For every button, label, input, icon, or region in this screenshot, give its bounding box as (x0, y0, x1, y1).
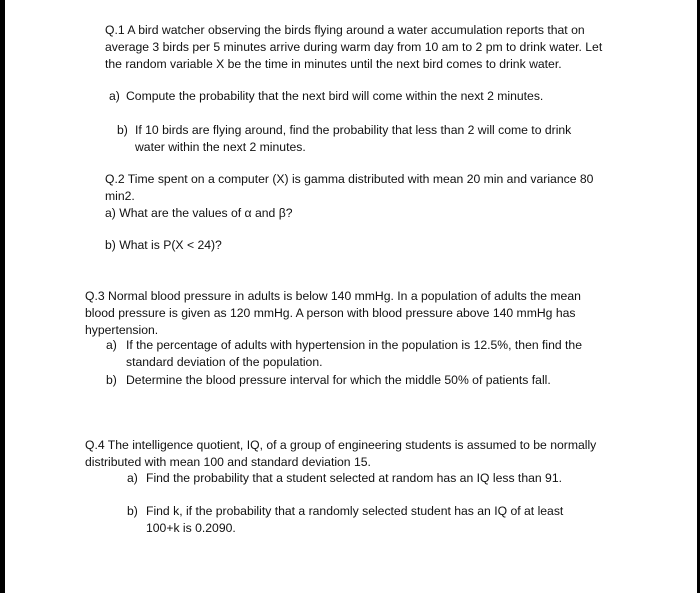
q2-b-text: b) What is P(X < 24)? (105, 238, 222, 252)
q4-part-a (127, 470, 597, 487)
q4-part-b (127, 503, 597, 537)
q3-a-text: If the percentage of adults with hypertension in the population is 12.5%, then find the standard deviation of the population. (126, 338, 582, 369)
q3-b-text: Determine the blood pressure interval for which the middle 50% of patients fall. (126, 373, 551, 387)
q1-part-a (109, 88, 609, 105)
left-page-edge (0, 0, 5, 593)
q3-stem: Q.3 Normal blood pressure in adults is below 140 mmHg. In a population of adults the mean blood pressure is given as 120 mmHg. A person with blood pressure above 140 mmHg has hypertension. (85, 289, 581, 337)
q1-stem: Q.1 A bird watcher observing the birds flying around a water accumulation reports that on average 3 birds per 5 minutes arrive during warm day from 10 am to 2 pm to drink water. Let the random variable X be the time in minutes until the next bird comes to drink water. (105, 23, 603, 71)
q4-a-marker: a) (127, 471, 138, 485)
q1-a-text: Compute the probability that the next bird will come within the next 2 minutes. (126, 89, 544, 103)
q3-part-b (106, 372, 604, 389)
q4-stem: Q.4 The intelligence quotient, IQ, of a group of engineering students is assumed to be normally distributed with mean 100 and standard deviation 15. (85, 438, 597, 469)
q3-part-a (106, 337, 604, 371)
q3-a-marker: a) (106, 338, 117, 352)
q1-b-marker: b) (117, 123, 128, 137)
q1-part-b (117, 122, 602, 156)
q4-b-text: Find k, if the probability that a randomly selected student has an IQ of at least 100+k is 0.2090. (146, 504, 564, 535)
q1-a-marker: a) (109, 89, 120, 103)
q4-a-text: Find the probability that a student selected at random has an IQ less than 91. (146, 471, 562, 485)
q3-b-marker: b) (106, 373, 117, 387)
q2-a-text: a) What are the values of α and β? (105, 206, 293, 220)
q2-stem: Q.2 Time spent on a computer (X) is gamma distributed with mean 20 min and variance 80 min2. (105, 172, 594, 203)
q4-b-marker: b) (127, 504, 138, 518)
q1-b-text: If 10 birds are flying around, find the probability that less than 2 will come to drink water within the next 2 minutes. (135, 123, 572, 154)
